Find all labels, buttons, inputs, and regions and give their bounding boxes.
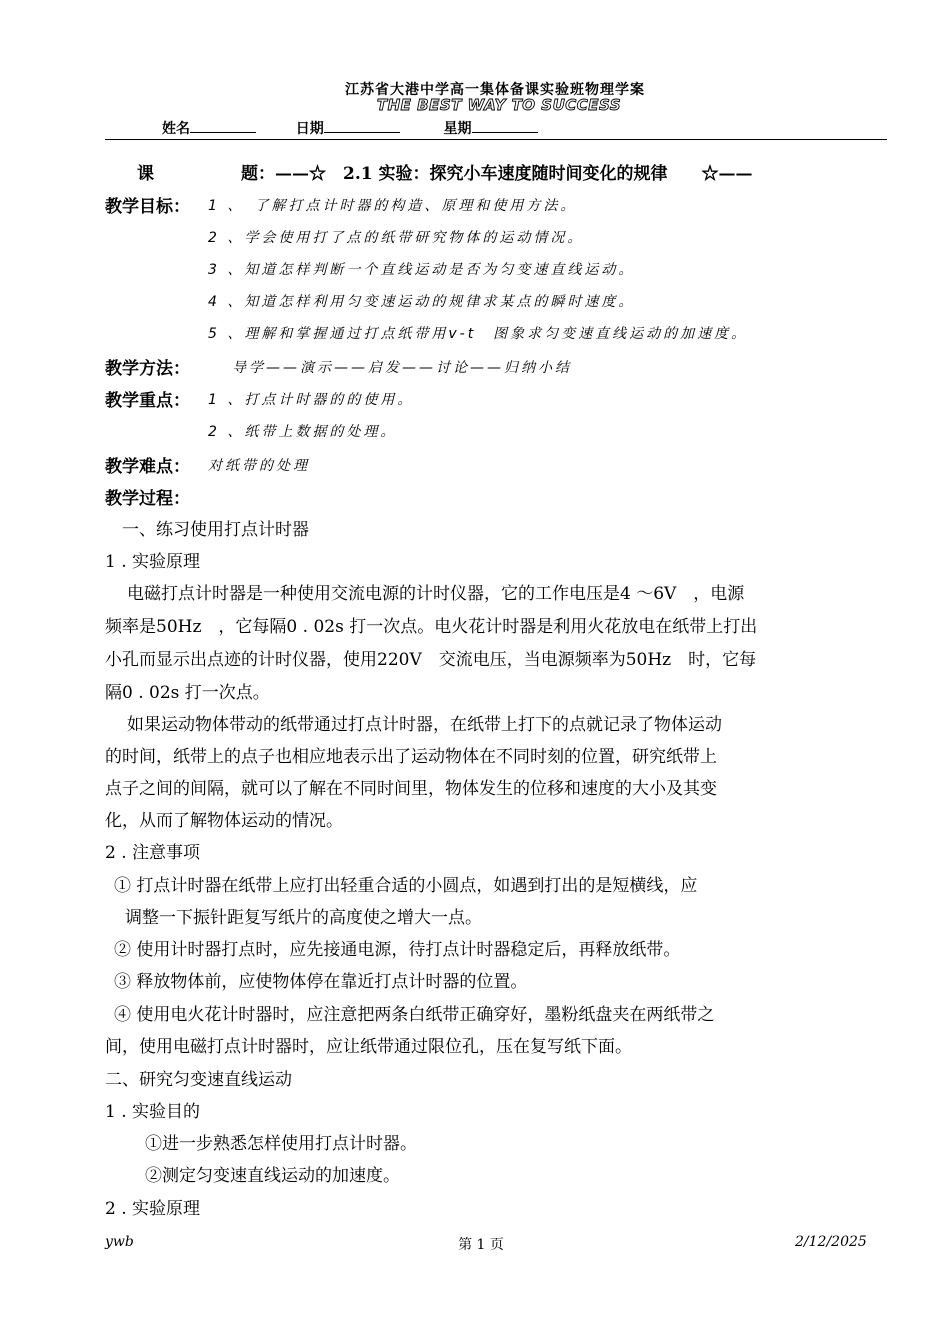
date-label: 日期 (295, 121, 324, 137)
purpose-item: ②测定匀变速直线运动的加速度。 (145, 1166, 400, 1186)
footer-date: 2/12/2025 (795, 1234, 867, 1250)
method-text: 导学——演示——启发——讨论——归纳小结 (232, 360, 572, 376)
footer-author: ywb (105, 1234, 134, 1250)
paragraph-line: 的时间，纸带上的点子也相应地表示出了运动物体在不同时刻的位置，研究纸带上 (105, 747, 717, 767)
key-point-item: 2 、纸带上数据的处理。 (208, 424, 398, 440)
key-points-label: 教学重点： (105, 391, 190, 411)
subsection-heading: 1 . 实验目的 (105, 1102, 201, 1122)
weekday-label: 星期 (443, 121, 472, 137)
subsection-heading: 2 . 注意事项 (105, 843, 201, 863)
paragraph-line: 频率是50Hz ，它每隔0 . 02s 打一次点。电火花计时器是利用火花放电在纸带上打出 (105, 617, 758, 637)
title-label-ke: 课 (137, 164, 154, 184)
section-heading: 一、练习使用打点计时器 (122, 520, 309, 540)
note-item: ③ 释放物体前，应使物体停在靠近打点计时器的位置。 (114, 972, 528, 992)
paragraph-line: 隔0 . 02s 打一次点。 (105, 683, 270, 703)
objective-item: 2 、学会使用打了点的纸带研究物体的运动情况。 (208, 230, 585, 246)
section-heading: 二、研究匀变速直线运动 (105, 1070, 292, 1090)
motto: THE BEST WAY TO SUCCESS (376, 96, 622, 114)
header-divider (105, 139, 887, 140)
paragraph-line: 化，从而了解物体运动的情况。 (105, 811, 343, 831)
key-point-item: 1 、打点计时器的的使用。 (208, 392, 415, 408)
name-blank (190, 118, 256, 133)
date-blank (324, 118, 400, 133)
objective-item: 4 、知道怎样利用匀变速运动的规律求某点的瞬时速度。 (208, 294, 636, 310)
objectives-label: 教学目标： (105, 197, 190, 217)
weekday-blank (472, 118, 538, 133)
note-item: ① 打点计时器在纸带上应打出轻重合适的小圆点，如遇到打出的是短横线，应 (114, 876, 698, 896)
lesson-title (137, 159, 877, 184)
paragraph-line: 如果运动物体带动的纸带通过打点计时器，在纸带上打下的点就记录了物体运动 (127, 715, 722, 735)
note-item: ④ 使用电火花计时器时，应注意把两条白纸带正确穿好，墨粉纸盘夹在两纸带之 (114, 1005, 715, 1025)
difficulty-label: 教学难点： (105, 457, 190, 477)
student-info-fields (162, 118, 538, 138)
name-label: 姓名 (162, 121, 190, 137)
paragraph-line: 点子之间的间隔，就可以了解在不同时间里，物体发生的位移和速度的大小及其变 (105, 779, 717, 799)
note-item: ② 使用计时器打点时，应先接通电源，待打点计时器稳定后，再释放纸带。 (114, 940, 681, 960)
school-title: 江苏省大港中学高一集体备课实验班物理学案 (345, 82, 645, 98)
subsection-heading: 1 . 实验原理 (105, 552, 201, 572)
note-item-continued: 调整一下振针距复写纸片的高度使之增大一点。 (125, 908, 482, 928)
paragraph-line: 电磁打点计时器是一种使用交流电源的计时仪器，它的工作电压是4 ～6V ，电源 (127, 584, 745, 604)
difficulty-text: 对纸带的处理 (208, 458, 310, 474)
note-item-continued: 间，使用电磁打点计时器时，应让纸带通过限位孔，压在复写纸下面。 (105, 1037, 632, 1057)
method-label: 教学方法： (105, 359, 190, 379)
objective-item: 1 、 了解打点计时器的构造、原理和使用方法。 (208, 198, 578, 214)
objective-item: 3 、知道怎样判断一个直线运动是否为匀变速直线运动。 (208, 262, 636, 278)
paragraph-line: 小孔而显示出点迹的计时仪器，使用220V 交流电压，当电源频率为50Hz 时，它每 (105, 650, 757, 670)
title-text: 题：——☆ 2.1 实验：探究小车速度随时间变化的规律 ☆—— (241, 164, 753, 184)
purpose-item: ①进一步熟悉怎样使用打点计时器。 (145, 1134, 417, 1154)
footer-page-number: 第 1 页 (458, 1237, 504, 1253)
process-label: 教学过程： (105, 489, 190, 509)
subsection-heading: 2 . 实验原理 (105, 1199, 201, 1219)
objective-item: 5 、理解和掌握通过打点纸带用v-t 图象求匀变速直线运动的加速度。 (208, 326, 749, 342)
